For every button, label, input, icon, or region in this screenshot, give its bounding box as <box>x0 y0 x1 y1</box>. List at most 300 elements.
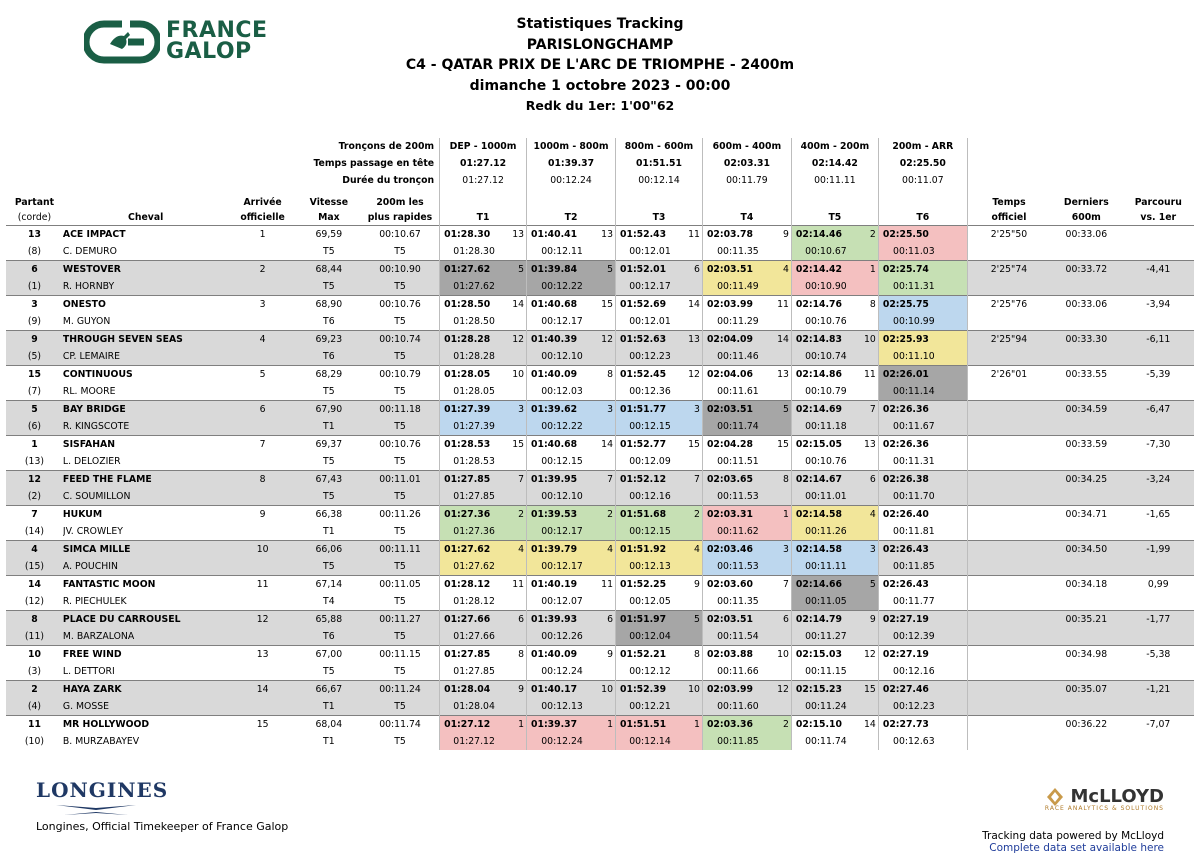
duration-label: Durée du tronçon <box>342 175 435 186</box>
segment-duration-value: 00:11.18 <box>791 418 878 436</box>
segment-name: 200m - ARR <box>878 138 967 155</box>
segment-duration-value: 00:12.15 <box>616 418 703 436</box>
segment-time-cell <box>527 401 616 419</box>
empty-cell <box>1050 278 1122 296</box>
segment-time-cell <box>791 681 878 699</box>
derniers-600m: 00:34.71 <box>1050 506 1122 524</box>
segment-duration-value: 00:10.67 <box>791 243 878 261</box>
vitesse-segment: T6 <box>297 628 361 646</box>
segment-rank: 2 <box>607 509 614 520</box>
partant-number: 7 <box>6 506 63 524</box>
empty-cell <box>1123 383 1194 401</box>
segment-duration-value: 00:12.05 <box>616 593 703 611</box>
redk-winner: Redk du 1er: 1'00"62 <box>525 98 675 113</box>
segment-time-cell <box>791 331 878 349</box>
segment-time-cell <box>527 226 616 244</box>
horse-name: CONTINUOUS <box>63 366 229 384</box>
segment-time-cell <box>616 261 703 279</box>
empty-cell <box>228 733 296 750</box>
fastest-segment: T5 <box>361 628 440 646</box>
empty-cell <box>1123 628 1194 646</box>
vitesse-max: 67,43 <box>297 471 361 489</box>
segment-rank: 3 <box>694 404 700 415</box>
col-arrivee-label-2: officielle <box>240 212 285 223</box>
segment-time-cell <box>702 716 791 734</box>
segment-time: 02:03.78 <box>706 229 753 240</box>
segment-time: 02:03.46 <box>706 544 753 555</box>
runner-row-main <box>6 576 1194 594</box>
segment-time-cell <box>878 331 967 349</box>
segment-time-cell <box>440 436 527 454</box>
segment-duration-value: 00:11.74 <box>791 733 878 750</box>
segment-duration-value: 01:28.28 <box>440 348 527 366</box>
segment-time: 02:03.51 <box>706 264 753 275</box>
segment-duration-value: 00:12.21 <box>616 698 703 716</box>
arrivee: 6 <box>228 401 296 419</box>
fastest-200m: 00:11.15 <box>361 646 440 664</box>
corde: (3) <box>27 666 42 677</box>
segment-time: 01:52.39 <box>620 684 667 695</box>
segment-rank: 13 <box>864 439 876 450</box>
empty-cell <box>1050 663 1122 681</box>
segment-rank: 1 <box>783 509 789 520</box>
empty-cell <box>1123 593 1194 611</box>
empty-cell <box>1050 733 1122 750</box>
segment-duration-value: 01:27.62 <box>440 278 527 296</box>
vitesse-max: 67,14 <box>297 576 361 594</box>
segment-time-cell <box>702 541 791 559</box>
segment-time: 01:40.09 <box>531 369 578 380</box>
segment-time-cell <box>702 366 791 384</box>
segment-time-cell <box>878 506 967 524</box>
segment-duration-value: 00:11.49 <box>702 278 791 296</box>
segment-duration-value: 00:11.51 <box>702 453 791 471</box>
col-rapide-label-1: 200m les <box>376 197 424 208</box>
segment-time: 01:51.51 <box>620 719 667 730</box>
vitesse-segment: T5 <box>323 666 335 677</box>
empty-cell <box>1123 558 1194 576</box>
col-temps <box>967 189 1050 226</box>
segment-time-cell <box>791 576 878 594</box>
corde: (5) <box>6 348 63 366</box>
temps-officiel <box>967 506 1050 524</box>
parcouru-vs-1er: -1,99 <box>1123 541 1194 559</box>
fastest-200m: 00:11.11 <box>361 541 440 559</box>
fastest-segment: T5 <box>394 596 406 607</box>
empty-cell <box>967 733 1050 750</box>
runner-row-sub <box>6 628 1194 646</box>
empty-cell <box>228 278 296 296</box>
arrivee: 10 <box>228 541 296 559</box>
segment-time-cell <box>440 576 527 594</box>
jockey-name: C. SOUMILLON <box>63 488 229 506</box>
segment-time-cell <box>791 261 878 279</box>
partant-number: 11 <box>6 716 63 734</box>
segment-time-cell <box>616 366 703 384</box>
derniers-600m: 00:35.21 <box>1050 611 1122 629</box>
fastest-segment: T5 <box>394 666 406 677</box>
segment-label: Tronçons de 200m <box>338 141 435 152</box>
empty-cell <box>228 453 296 471</box>
segment-time: 01:27.36 <box>444 509 491 520</box>
segment-rank: 1 <box>869 264 876 275</box>
segment-time: 01:51.97 <box>620 614 667 625</box>
empty-cell <box>228 243 296 261</box>
segment-duration-value: 01:27.62 <box>440 558 527 576</box>
mcloyd-emblem-icon <box>1046 787 1064 807</box>
segment-duration-value: 00:11.26 <box>791 523 878 541</box>
segment-rank: 9 <box>607 649 614 660</box>
partant-number: 13 <box>6 226 63 244</box>
segment-time: 01:52.63 <box>620 334 667 345</box>
segment-duration-value: 00:12.23 <box>616 348 703 366</box>
temps-officiel <box>967 541 1050 559</box>
racecourse-name: PARISLONGCHAMP <box>526 36 674 53</box>
segment-duration-value: 01:28.50 <box>440 313 527 331</box>
segment-time: 02:04.09 <box>706 334 753 345</box>
parcouru-vs-1er: -6,47 <box>1123 401 1194 419</box>
empty-cell <box>1123 313 1194 331</box>
segment-rank: 7 <box>783 579 789 590</box>
parcouru-vs-1er: -1,65 <box>1123 506 1194 524</box>
arrivee: 13 <box>228 646 296 664</box>
empty-cell <box>1123 733 1194 750</box>
horse-name: FEED THE FLAME <box>63 471 229 489</box>
segment-duration-value: 00:11.70 <box>878 488 967 506</box>
segment-time-cell <box>702 436 791 454</box>
segment-time: 02:03.60 <box>706 579 753 590</box>
segment-time: 01:40.68 <box>531 299 578 310</box>
segment-time: 02:03.99 <box>706 684 753 695</box>
segment-name: DEP - 1000m <box>440 138 527 155</box>
fastest-200m: 00:11.05 <box>361 576 440 594</box>
horse-name: HUKUM <box>63 506 229 524</box>
segment-duration-value: 00:11.85 <box>878 558 967 576</box>
horse-name: BAY BRIDGE <box>63 401 229 419</box>
segment-rank: 10 <box>864 334 876 345</box>
lead-time: 01:39.37 <box>527 155 616 172</box>
segment-duration-value: 00:11.62 <box>702 523 791 541</box>
empty-cell <box>967 558 1050 576</box>
fastest-200m: 00:11.24 <box>361 681 440 699</box>
segment-duration-value: 00:11.53 <box>702 558 791 576</box>
runner-row-main <box>6 716 1194 734</box>
longines-logo: LONGINES <box>36 778 169 802</box>
parcouru-vs-1er: -7,07 <box>1123 716 1194 734</box>
fastest-200m: 00:10.74 <box>361 331 440 349</box>
fastest-segment: T5 <box>394 316 406 327</box>
segment-time-cell <box>878 261 967 279</box>
segment-names-row <box>6 138 1194 155</box>
vitesse-segment: T5 <box>323 456 335 467</box>
segment-time: 01:39.84 <box>531 264 578 275</box>
segment-time-cell <box>702 646 791 664</box>
segment-time-cell <box>440 331 527 349</box>
segment-duration-value: 00:12.01 <box>616 243 703 261</box>
segment-time-cell <box>440 716 527 734</box>
corde: (10) <box>24 736 44 747</box>
logo-line-2: GALOP <box>166 39 252 64</box>
horse-name: THROUGH SEVEN SEAS <box>63 331 229 349</box>
segment-duration: 00:11.11 <box>791 172 878 189</box>
corde: (2) <box>6 488 63 506</box>
segment-rank: 11 <box>777 299 789 310</box>
jockey-name: C. DEMURO <box>62 246 117 257</box>
lead-time: 02:03.31 <box>702 155 791 172</box>
segment-rank: 7 <box>869 404 876 415</box>
derniers-600m: 00:33.59 <box>1050 436 1122 454</box>
lead-times-row <box>6 155 1194 172</box>
fastest-200m: 00:10.90 <box>361 261 440 279</box>
segment-rank: 15 <box>688 439 700 450</box>
segment-duration-value: 00:11.05 <box>791 593 878 611</box>
segment-time: 01:40.39 <box>531 334 578 345</box>
corde: (12) <box>24 596 44 607</box>
empty-cell <box>228 418 296 436</box>
longines-block <box>36 778 289 833</box>
empty-cell <box>1050 698 1122 716</box>
segment-time: 01:39.53 <box>531 509 578 520</box>
parcouru-vs-1er: 0,99 <box>1123 576 1194 594</box>
corde: (8) <box>27 246 42 257</box>
lead-time: 02:14.42 <box>791 155 878 172</box>
tracking-table <box>6 138 1194 750</box>
segment-time-cell <box>616 716 703 734</box>
fastest-200m: 00:11.74 <box>361 716 440 734</box>
segment-duration-value: 00:12.12 <box>616 663 703 681</box>
segment-duration-value: 00:12.09 <box>616 453 703 471</box>
segment-time-cell <box>878 541 967 559</box>
segment-name: 800m - 600m <box>616 138 703 155</box>
jockey-name: L. DELOZIER <box>62 456 121 467</box>
segment-name: 1000m - 800m <box>527 138 616 155</box>
segment-time: 02:14.42 <box>795 264 842 275</box>
segment-time: 02:27.46 <box>882 684 929 695</box>
segment-rank: 2 <box>869 229 876 240</box>
segment-time: 01:28.53 <box>444 439 491 450</box>
segment-duration-value: 00:12.10 <box>527 348 616 366</box>
segment-duration-value: 00:12.16 <box>616 488 703 506</box>
partant-number: 10 <box>6 646 63 664</box>
segment-duration-value: 00:11.29 <box>702 313 791 331</box>
segment-rank: 4 <box>518 544 525 555</box>
jockey-name: L. DETTORI <box>62 666 115 677</box>
segment-rank: 12 <box>864 649 876 660</box>
temps-officiel: 2'25"76 <box>967 296 1050 314</box>
segment-duration-value: 01:28.04 <box>440 698 527 716</box>
segment-rank: 8 <box>783 474 789 485</box>
empty-cell <box>1050 488 1122 506</box>
vitesse-max: 69,23 <box>297 331 361 349</box>
segment-time-cell <box>878 611 967 629</box>
segment-time-cell <box>878 716 967 734</box>
empty-cell <box>1050 348 1122 366</box>
vitesse-max: 66,67 <box>297 681 361 699</box>
segment-rank: 7 <box>694 474 700 485</box>
segment-time-cell <box>702 611 791 629</box>
segment-time-cell <box>527 296 616 314</box>
empty-cell <box>1050 558 1122 576</box>
lead-time: 01:27.12 <box>440 155 527 172</box>
runner-row-main <box>6 226 1194 244</box>
segment-duration: 00:12.14 <box>616 172 703 189</box>
arrivee: 12 <box>228 611 296 629</box>
segment-time-cell <box>791 296 878 314</box>
partant-number: 9 <box>6 331 63 349</box>
arrivee: 7 <box>228 436 296 454</box>
segment-rank: 5 <box>518 264 525 275</box>
runner-row-main <box>6 331 1194 349</box>
segment-duration-value: 01:27.66 <box>440 628 527 646</box>
partant-number: 5 <box>6 401 63 419</box>
segment-rank: 8 <box>869 299 876 310</box>
segment-time-cell <box>616 296 703 314</box>
temps-officiel: 2'25"50 <box>967 226 1050 244</box>
empty-cell <box>967 418 1050 436</box>
runner-row-sub <box>6 418 1194 436</box>
arrivee: 9 <box>228 506 296 524</box>
segment-time-cell <box>702 401 791 419</box>
segment-rank: 11 <box>512 579 525 590</box>
jockey-name: A. POUCHIN <box>63 558 229 576</box>
segment-time-cell <box>791 366 878 384</box>
segment-duration-value: 00:11.31 <box>878 453 967 471</box>
empty-cell <box>1050 383 1122 401</box>
empty-cell <box>228 593 296 611</box>
derniers-600m: 00:33.30 <box>1050 331 1122 349</box>
segment-time: 01:40.17 <box>531 684 578 695</box>
col-vitesse <box>297 189 361 226</box>
segment-time: 02:15.05 <box>795 439 842 450</box>
segment-time-cell <box>791 611 878 629</box>
lead-time-label: Temps passage en tête <box>313 158 435 169</box>
segment-time-cell <box>791 471 878 489</box>
empty-cell <box>1123 243 1194 261</box>
segment-rank: 13 <box>601 229 614 240</box>
segment-time: 01:27.62 <box>444 264 491 275</box>
temps-officiel: 2'25"94 <box>967 331 1050 349</box>
empty-cell <box>228 698 296 716</box>
segment-rank: 4 <box>783 264 789 275</box>
segment-time: 02:25.93 <box>882 334 929 345</box>
arrivee: 2 <box>228 261 296 279</box>
fastest-segment: T5 <box>361 348 440 366</box>
segment-time: 01:40.41 <box>531 229 578 240</box>
empty-cell <box>1050 313 1122 331</box>
segment-rank: 6 <box>869 474 876 485</box>
segment-rank: 5 <box>694 614 700 625</box>
horse-name: HAYA ZARK <box>63 681 229 699</box>
corde: (7) <box>27 386 42 397</box>
partant-number: 1 <box>6 436 63 454</box>
segment-time: 02:14.58 <box>795 544 842 555</box>
powered-by: Tracking data powered by McLloyd <box>982 830 1164 842</box>
segment-time: 02:14.58 <box>795 509 842 520</box>
jockey-name: CP. LEMAIRE <box>63 348 229 366</box>
complete-data-link[interactable]: Complete data set available here <box>989 842 1164 854</box>
segment-time: 02:14.86 <box>795 369 842 380</box>
partant-number: 8 <box>6 611 63 629</box>
empty-cell <box>1123 453 1194 471</box>
partant-number: 4 <box>6 541 63 559</box>
segment-duration-value: 00:11.53 <box>702 488 791 506</box>
segment-time: 02:15.10 <box>795 719 842 730</box>
empty-cell <box>967 593 1050 611</box>
segment-time-cell <box>791 436 878 454</box>
temps-officiel: 2'26"01 <box>967 366 1050 384</box>
col-t2: T2 <box>527 189 616 226</box>
empty-cell <box>967 698 1050 716</box>
empty-cell <box>967 663 1050 681</box>
segment-time: 01:51.77 <box>620 404 667 415</box>
runner-row-main <box>6 541 1194 559</box>
segment-duration-value: 00:12.23 <box>878 698 967 716</box>
vitesse-max: 67,90 <box>297 401 361 419</box>
fastest-segment: T5 <box>394 246 406 257</box>
corde: (11) <box>6 628 63 646</box>
segment-time: 02:03.99 <box>706 299 753 310</box>
longines-caption: Longines, Official Timekeeper of France Galop <box>36 820 289 833</box>
empty-cell <box>228 313 296 331</box>
arrivee: 14 <box>228 681 296 699</box>
segment-rank: 12 <box>512 334 525 345</box>
segment-rank: 11 <box>864 369 876 380</box>
corde: (4) <box>6 698 63 716</box>
segment-duration-value: 01:27.85 <box>440 663 527 681</box>
fastest-200m: 00:10.67 <box>361 226 440 244</box>
segment-time-cell <box>702 471 791 489</box>
vitesse-max: 65,88 <box>297 611 361 629</box>
segment-rank: 10 <box>512 369 525 380</box>
segment-time-cell <box>616 541 703 559</box>
segment-time: 02:25.75 <box>882 299 929 310</box>
runner-row-sub <box>6 313 1194 331</box>
vitesse-max: 68,44 <box>297 261 361 279</box>
parcouru-vs-1er: -1,21 <box>1123 681 1194 699</box>
segment-time: 02:26.43 <box>882 579 929 590</box>
segment-duration-value: 00:11.24 <box>791 698 878 716</box>
segment-duration-value: 00:11.66 <box>702 663 791 681</box>
vitesse-segment: T1 <box>297 698 361 716</box>
segment-duration-value: 00:11.03 <box>878 243 967 261</box>
empty-cell <box>967 278 1050 296</box>
runner-row-sub <box>6 348 1194 366</box>
segment-time: 01:27.12 <box>444 719 491 730</box>
segment-rank: 2 <box>518 509 525 520</box>
col-cheval: Cheval <box>128 212 164 223</box>
empty-cell <box>1123 663 1194 681</box>
segment-duration-value: 01:28.05 <box>440 383 527 401</box>
empty-cell <box>1050 593 1122 611</box>
segment-duration-value: 00:12.17 <box>616 278 703 296</box>
segment-time-cell <box>616 226 703 244</box>
segment-rank: 9 <box>869 614 876 625</box>
segment-duration-value: 00:11.54 <box>702 628 791 646</box>
fastest-segment: T5 <box>394 526 406 537</box>
derniers-600m: 00:36.22 <box>1050 716 1122 734</box>
segment-time-cell <box>791 226 878 244</box>
segment-time: 02:26.40 <box>882 509 929 520</box>
segment-time: 01:28.05 <box>444 369 491 380</box>
temps-officiel <box>967 611 1050 629</box>
segment-time: 01:40.09 <box>531 649 578 660</box>
mcloyd-tagline: RACE ANALYTICS & SOLUTIONS <box>1044 805 1164 812</box>
jockey-name: M. BARZALONA <box>63 628 229 646</box>
jockey-name: R. KINGSCOTE <box>63 418 229 436</box>
longines-wings-icon <box>36 803 156 817</box>
empty-cell <box>967 313 1050 331</box>
segment-time-cell <box>440 471 527 489</box>
